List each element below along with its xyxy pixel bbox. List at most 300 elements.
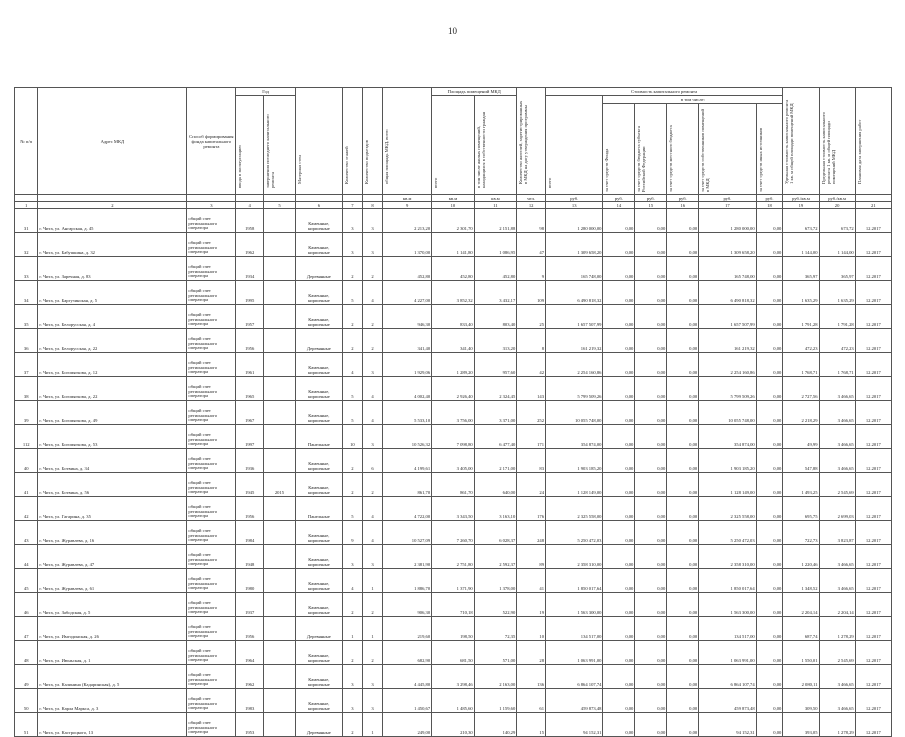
- fund-method-cell: общий счет регионального оператора: [187, 401, 236, 425]
- residents-cell: 24: [517, 473, 546, 497]
- cost-local-cell: 0,00: [667, 257, 699, 281]
- area-private-cell: 1 086,95: [474, 233, 517, 257]
- address-cell: г. Чита, ул. Журавлева, д. 16: [38, 521, 187, 545]
- unit-cell: [264, 195, 296, 202]
- cost-owners-cell: 2 254 160,86: [699, 353, 756, 377]
- address-cell: г. Чита, ул. Карла Маркса, д. 3: [38, 689, 187, 713]
- year-built-cell: 1997: [236, 425, 264, 449]
- deadline-cell: 12.2017: [855, 593, 891, 617]
- col-cost-all-header: всего: [546, 177, 552, 188]
- wall-material-cell: Каменные, кирпичные: [295, 305, 342, 329]
- address-cell: г. Чита, ул. Бабушкина, д. 32: [38, 233, 187, 257]
- max-cost-cell: 1 278,29: [819, 617, 855, 641]
- cost-all-cell: 2 254 160,86: [545, 353, 602, 377]
- residents-cell: 98: [517, 209, 546, 233]
- year-repair-cell: [264, 401, 296, 425]
- row-number-cell: 33: [15, 257, 38, 281]
- wall-material-cell: Каменные, кирпичные: [295, 401, 342, 425]
- row-number-cell: 41: [15, 473, 38, 497]
- wall-material-cell: Каменные, кирпичные: [295, 209, 342, 233]
- area-all-cell: 210,30: [432, 713, 475, 737]
- year-built-cell: 1965: [236, 377, 264, 401]
- year-repair-cell: [264, 545, 296, 569]
- area-all-cell: 1 141,80: [432, 233, 475, 257]
- cost-all-cell: 1 903 185,20: [545, 449, 602, 473]
- table-row: [15, 401, 892, 425]
- entrances-cell: 3: [362, 545, 382, 569]
- cost-other-cell: 0,00: [756, 593, 783, 617]
- unit-cost-cell: 49,99: [783, 425, 819, 449]
- cost-local-cell: 0,00: [667, 449, 699, 473]
- wall-material-cell: Каменные, кирпичные: [295, 689, 342, 713]
- table-row: [15, 545, 892, 569]
- area-all-cell: 1 371,90: [432, 569, 475, 593]
- unit-cost-cell: 1 791,28: [783, 305, 819, 329]
- cost-all-cell: 1 280 000,00: [545, 209, 602, 233]
- floors-cell: 1: [342, 617, 362, 641]
- col-year-built-header: ввода в эксплуатацию: [237, 145, 243, 188]
- cost-other-cell: 0,00: [756, 641, 783, 665]
- total-area-cell: 2 213,20: [383, 209, 432, 233]
- cost-owners-cell: 161 219,32: [699, 329, 756, 353]
- column-number-cell: 15: [635, 202, 667, 209]
- floors-cell: 3: [342, 665, 362, 689]
- column-number-cell: 13: [545, 202, 602, 209]
- floors-cell: 2: [342, 641, 362, 665]
- fund-method-cell: общий счет регионального оператора: [187, 569, 236, 593]
- area-private-cell: 3 432,17: [474, 281, 517, 305]
- cost-all-cell: 2 358 310,00: [545, 545, 602, 569]
- address-cell: г. Чита, ул. Журавлева, д. 61: [38, 569, 187, 593]
- unit-cell: руб.: [635, 195, 667, 202]
- column-number-cell: 8: [362, 202, 382, 209]
- fund-method-cell: общий счет регионального оператора: [187, 281, 236, 305]
- col-year-group-header: Год: [236, 88, 296, 96]
- col-num-header: № п/п: [15, 88, 38, 195]
- entrances-cell: 4: [362, 401, 382, 425]
- cost-federal-cell: 0,00: [635, 353, 667, 377]
- cost-fund-cell: 0,00: [603, 377, 635, 401]
- cost-federal-cell: 0,00: [635, 209, 667, 233]
- max-cost-cell: 3 466,65: [819, 569, 855, 593]
- entrances-cell: 3: [362, 665, 382, 689]
- fund-method-cell: общий счет регионального оператора: [187, 521, 236, 545]
- cost-federal-cell: 0,00: [635, 473, 667, 497]
- table-row: [15, 569, 892, 593]
- cost-all-cell: 165 748,00: [545, 257, 602, 281]
- entrances-cell: 3: [362, 233, 382, 257]
- wall-material-cell: Панельные: [295, 425, 342, 449]
- cost-owners-cell: 5 250 472,03: [699, 521, 756, 545]
- total-area-cell: 682,90: [383, 641, 432, 665]
- total-area-cell: 1 929,06: [383, 353, 432, 377]
- column-number-cell: 12: [517, 202, 546, 209]
- cost-owners-cell: 1 657 507,99: [699, 305, 756, 329]
- cost-fund-cell: 0,00: [603, 329, 635, 353]
- col-area-private-header: в том числе жилых помещений, находящихся в собственности граждан: [475, 111, 486, 188]
- entrances-cell: 6: [362, 449, 382, 473]
- address-cell: г. Чита, ул. Богомягкова, д. 53: [38, 425, 187, 449]
- cost-other-cell: 0,00: [756, 401, 783, 425]
- unit-cost-cell: 393,05: [783, 713, 819, 737]
- area-private-cell: 452,80: [474, 257, 517, 281]
- column-number-cell: 9: [383, 202, 432, 209]
- year-built-cell: 1980: [236, 569, 264, 593]
- fund-method-cell: общий счет регионального оператора: [187, 545, 236, 569]
- column-number-cell: 6: [295, 202, 342, 209]
- unit-cell: руб.: [699, 195, 756, 202]
- col-premises-area-header: Площадь помещений МКД: [432, 88, 517, 96]
- unit-cell: [855, 195, 891, 202]
- residents-cell: 109: [517, 281, 546, 305]
- deadline-cell: 12.2017: [855, 569, 891, 593]
- col-cost-fund-header: за счет средств Фонда: [604, 148, 610, 192]
- cost-fund-cell: 0,00: [603, 257, 635, 281]
- address-cell: г. Чита, ул. Кастроцкого, 13: [38, 713, 187, 737]
- cost-federal-cell: 0,00: [635, 545, 667, 569]
- cost-federal-cell: 0,00: [635, 521, 667, 545]
- deadline-cell: 12.2017: [855, 545, 891, 569]
- unit-cell: руб./кв.м: [783, 195, 819, 202]
- area-all-cell: 710,18: [432, 593, 475, 617]
- table-row: [15, 353, 892, 377]
- year-built-cell: 1945: [236, 473, 264, 497]
- wall-material-cell: Каменные, кирпичные: [295, 353, 342, 377]
- deadline-cell: 12.2017: [855, 689, 891, 713]
- cost-fund-cell: 0,00: [603, 665, 635, 689]
- entrances-cell: 2: [362, 641, 382, 665]
- cost-owners-cell: 1 280 000,00: [699, 209, 756, 233]
- residents-cell: 10: [517, 617, 546, 641]
- cost-all-cell: 10 055 748,00: [545, 401, 602, 425]
- cost-all-cell: 1 563 300,00: [545, 593, 602, 617]
- area-all-cell: 861,70: [432, 473, 475, 497]
- max-cost-cell: 673,72: [819, 209, 855, 233]
- row-number-cell: 51: [15, 713, 38, 737]
- floors-cell: 3: [342, 545, 362, 569]
- cost-other-cell: 0,00: [756, 281, 783, 305]
- entrances-cell: 2: [362, 329, 382, 353]
- cost-fund-cell: 0,00: [603, 641, 635, 665]
- cost-local-cell: 0,00: [667, 545, 699, 569]
- row-number-cell: 45: [15, 569, 38, 593]
- total-area-cell: 1 450,67: [383, 689, 432, 713]
- area-all-cell: 2 301,70: [432, 209, 475, 233]
- wall-material-cell: Каменные, кирпичные: [295, 449, 342, 473]
- unit-cell: [187, 195, 236, 202]
- cost-owners-cell: 354 874,00: [699, 425, 756, 449]
- max-cost-cell: 3 466,65: [819, 665, 855, 689]
- unit-cell: руб.: [667, 195, 699, 202]
- floors-cell: 2: [342, 593, 362, 617]
- cost-fund-cell: 0,00: [603, 689, 635, 713]
- cost-fund-cell: 0,00: [603, 497, 635, 521]
- year-built-cell: 1948: [236, 545, 264, 569]
- year-repair-cell: [264, 689, 296, 713]
- cost-federal-cell: 0,00: [635, 449, 667, 473]
- deadline-cell: 12.2017: [855, 617, 891, 641]
- cost-fund-cell: 0,00: [603, 233, 635, 257]
- deadline-cell: 12.2017: [855, 377, 891, 401]
- cost-fund-cell: 0,00: [603, 545, 635, 569]
- col-cost-group-header: Стоимость капитального ремонта: [545, 88, 782, 96]
- cost-other-cell: 0,00: [756, 473, 783, 497]
- cost-other-cell: 0,00: [756, 497, 783, 521]
- total-area-cell: 4 445,80: [383, 665, 432, 689]
- cost-owners-cell: 6 490 818,32: [699, 281, 756, 305]
- fund-method-cell: общий счет регионального оператора: [187, 617, 236, 641]
- year-built-cell: 1961: [236, 353, 264, 377]
- cost-all-cell: 1 850 017,64: [545, 569, 602, 593]
- wall-material-cell: Каменные, кирпичные: [295, 521, 342, 545]
- cost-federal-cell: 0,00: [635, 425, 667, 449]
- row-number-cell: 48: [15, 641, 38, 665]
- entrances-cell: 3: [362, 209, 382, 233]
- cost-all-cell: 1 128 149,00: [545, 473, 602, 497]
- cost-local-cell: 0,00: [667, 521, 699, 545]
- year-repair-cell: [264, 305, 296, 329]
- floors-cell: 4: [342, 353, 362, 377]
- residents-cell: 25: [517, 305, 546, 329]
- deadline-cell: 12.2017: [855, 449, 891, 473]
- row-number-cell: 49: [15, 665, 38, 689]
- table-header: [15, 88, 892, 209]
- area-private-cell: 6 477,40: [474, 425, 517, 449]
- residents-cell: 61: [517, 689, 546, 713]
- entrances-cell: 2: [362, 473, 382, 497]
- year-built-cell: 1962: [236, 665, 264, 689]
- cost-other-cell: 0,00: [756, 617, 783, 641]
- cost-owners-cell: 94 152,31: [699, 713, 756, 737]
- column-number-cell: 19: [783, 202, 819, 209]
- deadline-cell: 12.2017: [855, 281, 891, 305]
- cost-other-cell: 0,00: [756, 257, 783, 281]
- max-cost-cell: 1 635,29: [819, 281, 855, 305]
- fund-method-cell: общий счет регионального оператора: [187, 209, 236, 233]
- year-built-cell: 1958: [236, 209, 264, 233]
- row-number-cell: 35: [15, 305, 38, 329]
- area-private-cell: 803,40: [474, 305, 517, 329]
- cost-federal-cell: 0,00: [635, 305, 667, 329]
- row-number-cell: 50: [15, 689, 38, 713]
- fund-method-cell: общий счет регионального оператора: [187, 377, 236, 401]
- cost-local-cell: 0,00: [667, 689, 699, 713]
- entrances-cell: 3: [362, 689, 382, 713]
- max-cost-cell: 3 466,65: [819, 377, 855, 401]
- address-cell: г. Чита, ул. Баргузинская, д. 5: [38, 281, 187, 305]
- fund-method-cell: общий счет регионального оператора: [187, 233, 236, 257]
- address-cell: г. Чита, ул. Заречная, д. 83: [38, 257, 187, 281]
- area-all-cell: 3 298,46: [432, 665, 475, 689]
- deadline-cell: 12.2017: [855, 425, 891, 449]
- area-private-cell: 522,90: [474, 593, 517, 617]
- deadline-cell: 12.2017: [855, 329, 891, 353]
- max-cost-cell: 2 545,69: [819, 641, 855, 665]
- area-all-cell: 833,40: [432, 305, 475, 329]
- row-number-cell: 44: [15, 545, 38, 569]
- total-area-cell: 906,30: [383, 593, 432, 617]
- wall-material-cell: Каменные, кирпичные: [295, 569, 342, 593]
- year-repair-cell: [264, 257, 296, 281]
- unit-cell: кв.м: [432, 195, 475, 202]
- table-row: [15, 521, 892, 545]
- cost-federal-cell: 0,00: [635, 233, 667, 257]
- row-number-cell: 31: [15, 209, 38, 233]
- year-repair-cell: [264, 233, 296, 257]
- cost-owners-cell: 10 055 748,00: [699, 401, 756, 425]
- residents-cell: 28: [517, 641, 546, 665]
- entrances-cell: 4: [362, 497, 382, 521]
- address-cell: г. Чита, ул. Ботвина, д. 56: [38, 473, 187, 497]
- cost-all-cell: 1 063 991,00: [545, 641, 602, 665]
- area-private-cell: 6 028,37: [474, 521, 517, 545]
- unit-cost-cell: 695,75: [783, 497, 819, 521]
- row-number-cell: 43: [15, 521, 38, 545]
- table-row: [15, 665, 892, 689]
- area-all-cell: 2 926,40: [432, 377, 475, 401]
- floors-cell: 5: [342, 497, 362, 521]
- area-private-cell: 3 163,10: [474, 497, 517, 521]
- max-cost-cell: 365,97: [819, 257, 855, 281]
- floors-cell: 3: [342, 233, 362, 257]
- deadline-cell: 12.2017: [855, 209, 891, 233]
- residents-cell: 41: [517, 569, 546, 593]
- area-private-cell: 2 151,88: [474, 209, 517, 233]
- total-area-cell: 5 533,10: [383, 401, 432, 425]
- year-built-cell: 1967: [236, 401, 264, 425]
- total-area-cell: 1 886,70: [383, 569, 432, 593]
- max-cost-cell: 1 278,29: [819, 713, 855, 737]
- table-row: [15, 593, 892, 617]
- column-number-cell: 11: [474, 202, 517, 209]
- cost-other-cell: 0,00: [756, 377, 783, 401]
- floors-cell: 2: [342, 713, 362, 737]
- residents-cell: 248: [517, 521, 546, 545]
- unit-cost-cell: 1 635,29: [783, 281, 819, 305]
- deadline-cell: 12.2017: [855, 665, 891, 689]
- row-number-cell: 39: [15, 401, 38, 425]
- cost-federal-cell: 0,00: [635, 257, 667, 281]
- col-entrances-header: Количество подъездов: [363, 140, 369, 184]
- address-cell: г. Чита, ул. Богомягкова, д. 12: [38, 353, 187, 377]
- cost-all-cell: 94 152,31: [545, 713, 602, 737]
- area-private-cell: 3 371,00: [474, 401, 517, 425]
- area-private-cell: 571,00: [474, 641, 517, 665]
- cost-owners-cell: 1 128 149,00: [699, 473, 756, 497]
- year-repair-cell: [264, 377, 296, 401]
- residents-cell: 136: [517, 665, 546, 689]
- year-built-cell: 1956: [236, 497, 264, 521]
- year-built-cell: 1983: [236, 689, 264, 713]
- deadline-cell: 12.2017: [855, 641, 891, 665]
- year-repair-cell: [264, 665, 296, 689]
- cost-fund-cell: 0,00: [603, 569, 635, 593]
- address-cell: г. Чита, ул. Ботвина, д. 34: [38, 449, 187, 473]
- unit-cost-cell: 722,73: [783, 521, 819, 545]
- cost-owners-cell: 1 850 017,64: [699, 569, 756, 593]
- address-cell: г. Чита, ул. Богомягкова, д. 22: [38, 377, 187, 401]
- wall-material-cell: Каменные, кирпичные: [295, 545, 342, 569]
- wall-material-cell: Каменные, кирпичные: [295, 665, 342, 689]
- floors-cell: 2: [342, 449, 362, 473]
- cost-fund-cell: 0,00: [603, 593, 635, 617]
- floors-cell: 2: [342, 257, 362, 281]
- table-row: [15, 233, 892, 257]
- total-area-cell: 10 526,32: [383, 425, 432, 449]
- entrances-cell: 2: [362, 593, 382, 617]
- entrances-cell: 1: [362, 569, 382, 593]
- entrances-cell: 4: [362, 377, 382, 401]
- cost-all-cell: 6 490 818,32: [545, 281, 602, 305]
- unit-cost-cell: 673,72: [783, 209, 819, 233]
- cost-fund-cell: 0,00: [603, 353, 635, 377]
- cost-local-cell: 0,00: [667, 641, 699, 665]
- cost-fund-cell: 0,00: [603, 281, 635, 305]
- max-cost-cell: 3 466,65: [819, 425, 855, 449]
- cost-owners-cell: 459 873,48: [699, 689, 756, 713]
- year-built-cell: 1962: [236, 233, 264, 257]
- area-all-cell: 3 756,00: [432, 401, 475, 425]
- area-private-cell: 140,29: [474, 713, 517, 737]
- max-cost-cell: 2 545,69: [819, 473, 855, 497]
- address-cell: г. Чита, ул. Июньская, д. 1: [38, 641, 187, 665]
- max-cost-cell: 3 466,65: [819, 689, 855, 713]
- wall-material-cell: Каменные, кирпичные: [295, 377, 342, 401]
- year-repair-cell: [264, 425, 296, 449]
- residents-cell: 15: [517, 713, 546, 737]
- residents-cell: 89: [517, 545, 546, 569]
- wall-material-cell: Деревянные: [295, 329, 342, 353]
- unit-cell: руб./кв.м: [819, 195, 855, 202]
- cost-fund-cell: 0,00: [603, 713, 635, 737]
- col-cost-local-header: за счет средств местного бюджета: [668, 125, 674, 192]
- cost-federal-cell: 0,00: [635, 377, 667, 401]
- year-repair-cell: [264, 497, 296, 521]
- unit-cell: [295, 195, 342, 202]
- entrances-cell: 2: [362, 305, 382, 329]
- max-cost-cell: 3 466,65: [819, 401, 855, 425]
- year-built-cell: 1956: [236, 617, 264, 641]
- area-all-cell: 341,40: [432, 329, 475, 353]
- cost-other-cell: 0,00: [756, 233, 783, 257]
- wall-material-cell: Каменные, кирпичные: [295, 473, 342, 497]
- floors-cell: 4: [342, 569, 362, 593]
- unit-cost-cell: 1 550,01: [783, 641, 819, 665]
- cost-local-cell: 0,00: [667, 665, 699, 689]
- year-built-cell: 1984: [236, 521, 264, 545]
- col-residents-header: Количество жителей, зарегистрированных в МКД на дату утверждения программы: [518, 100, 529, 184]
- cost-local-cell: 0,00: [667, 617, 699, 641]
- floors-cell: 2: [342, 473, 362, 497]
- entrances-cell: 4: [362, 521, 382, 545]
- table-row: [15, 497, 892, 521]
- cost-owners-cell: 6 864 107,74: [699, 665, 756, 689]
- fund-method-cell: общий счет регионального оператора: [187, 689, 236, 713]
- unit-cell: руб.: [545, 195, 602, 202]
- cost-local-cell: 0,00: [667, 329, 699, 353]
- unit-cost-cell: 365,97: [783, 257, 819, 281]
- deadline-cell: 12.2017: [855, 257, 891, 281]
- wall-material-cell: Каменные, кирпичные: [295, 641, 342, 665]
- col-cost-owners-header: за счет средств собственников помещений в МКД: [700, 109, 711, 192]
- row-number-cell: 32: [15, 233, 38, 257]
- cost-owners-cell: 134 517,00: [699, 617, 756, 641]
- column-number-cell: 16: [667, 202, 699, 209]
- unit-cell: кв.м: [474, 195, 517, 202]
- unit-cost-cell: 1 493,25: [783, 473, 819, 497]
- max-cost-cell: 1 144,00: [819, 233, 855, 257]
- area-all-cell: 1 485,60: [432, 689, 475, 713]
